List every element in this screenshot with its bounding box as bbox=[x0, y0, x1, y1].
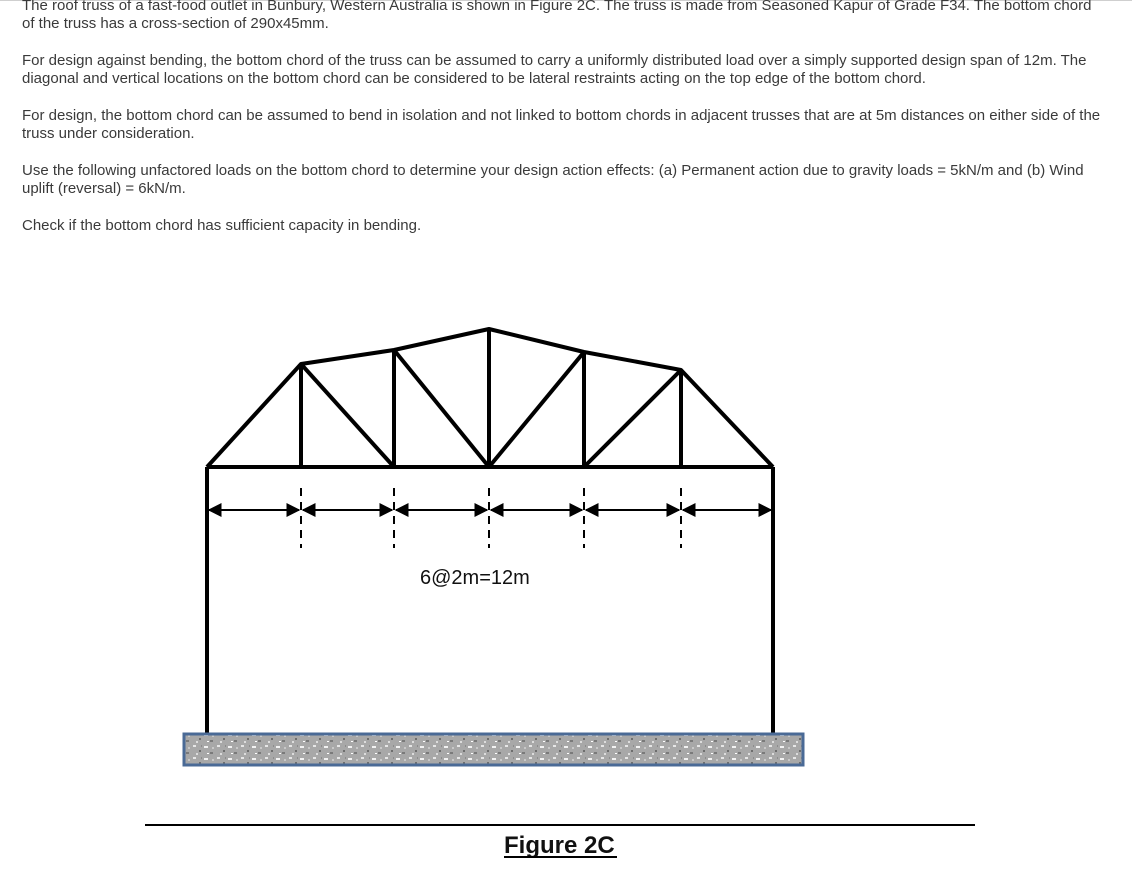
truss-diagonal-1 bbox=[301, 364, 394, 467]
truss-diagonal-3 bbox=[489, 352, 584, 467]
figure-caption: Figure 2C bbox=[504, 832, 615, 859]
ground-foundation bbox=[184, 734, 803, 765]
paragraph-isolation: For design, the bottom chord can be assumed to bend in isolation and not linked to bottom chords in adjacent trusses that are at 5m distances on either side of the truss under consideration. bbox=[22, 107, 1101, 142]
truss-diagonal-4 bbox=[584, 370, 681, 467]
paragraph-design-span: For design against bending, the bottom chord of the truss can be assumed to carry a uniformly distributed load over a simply supported design span of 12m. The diagonal and vertical locations on the bottom chord can be considered to be lateral restraints acting on the top edge of the bottom chord. bbox=[22, 52, 1087, 87]
panel-ticks bbox=[301, 488, 681, 548]
paragraph-intro: The roof truss of a fast-food outlet in Bunbury, Western Australia is shown in Figure 2C. The truss is made from Seasoned Kapur of Grade F34. The bottom chord of the truss has a cross-section of 290x45mm. bbox=[22, 0, 1092, 32]
truss bbox=[207, 329, 773, 467]
truss-diagonal-2 bbox=[394, 350, 489, 467]
span-dimension-label: 6@2m=12m bbox=[420, 567, 530, 589]
paragraph-loads: Use the following unfactored loads on the bottom chord to determine your design action effects: (a) Permanent action due to gravity loads = 5kN/m and (b) Wind uplift (reversal) = 6kN/m. bbox=[22, 162, 1084, 197]
paragraph-check: Check if the bottom chord has sufficient capacity in bending. bbox=[22, 217, 422, 234]
